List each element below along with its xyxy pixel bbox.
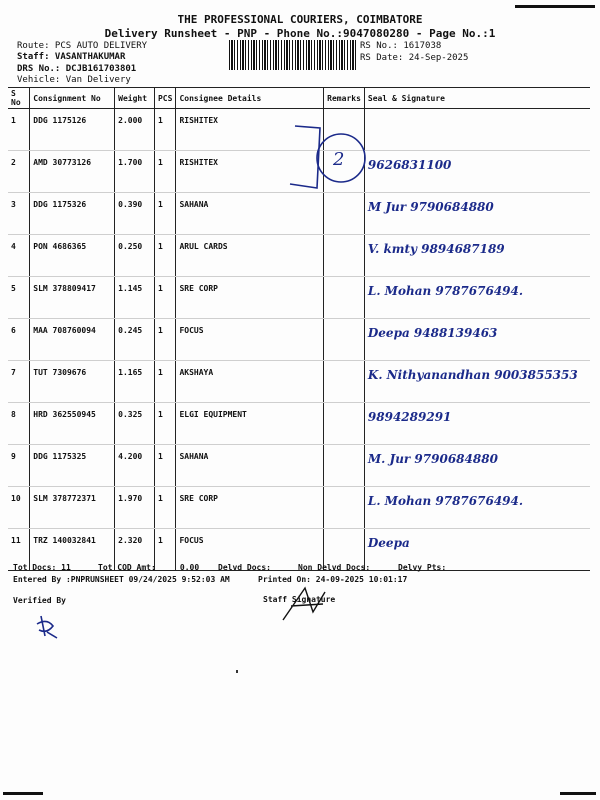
cell-pcs: 1 (154, 403, 175, 445)
cell-sno: 6 (8, 319, 30, 361)
document-title: THE PROFESSIONAL COURIERS, COIMBATORE (177, 13, 423, 26)
cell-sno: 3 (8, 193, 30, 235)
table-row (8, 487, 590, 529)
document-subtitle: Delivery Runsheet - PNP - Phone No.:9047080280 - Page No.:1 (104, 27, 496, 40)
table-row (8, 277, 590, 319)
cell-pcs: 1 (154, 529, 175, 571)
staff-text: Staff: VASANTHAKUMAR (17, 52, 126, 62)
drs-number: DRS No.: DCJB161703801 (17, 64, 137, 74)
cell-weight: 0.250 (115, 235, 155, 277)
cell-remarks (324, 193, 365, 235)
table-row (8, 193, 590, 235)
delivery-points: Delvy Pts: (398, 563, 447, 572)
cell-remarks (324, 277, 365, 319)
cell-sno: 11 (8, 529, 30, 571)
cell-remarks (324, 319, 365, 361)
scan-mark (560, 792, 596, 795)
cell-signature: V. kmty 9894687189 (364, 235, 590, 277)
cell-weight: 1.970 (115, 487, 155, 529)
cell-weight: 2.320 (115, 529, 155, 571)
cell-weight: 2.000 (115, 109, 155, 151)
cell-signature (364, 109, 590, 151)
cell-sno: 8 (8, 403, 30, 445)
cell-sno: 4 (8, 235, 30, 277)
delivered-docs: Delvd Docs: (218, 563, 271, 572)
cell-weight: 4.200 (115, 445, 155, 487)
cell-remarks (324, 361, 365, 403)
rs-number: RS No.: 1617038 (360, 41, 442, 51)
scan-dot (236, 670, 238, 673)
col-header-weight: Weight (115, 88, 155, 109)
scan-mark (515, 5, 595, 8)
cell-consignment: SLM 378809417 (30, 277, 115, 319)
cell-consignee: SAHANA (176, 445, 324, 487)
staff-signature-label: Staff Signature (263, 595, 336, 604)
cell-consignment: TRZ 140032841 (30, 529, 115, 571)
cell-pcs: 1 (154, 151, 175, 193)
col-header-pcs: PCS (154, 88, 175, 109)
cell-signature: 9626831100 (364, 151, 590, 193)
annotation-number: 2 (333, 149, 345, 170)
cell-pcs: 1 (154, 319, 175, 361)
cell-weight: 0.245 (115, 319, 155, 361)
table-row (8, 361, 590, 403)
cell-consignee: RISHITEX (176, 151, 324, 193)
table-row (8, 235, 590, 277)
verified-by-label: Verified By (13, 596, 66, 605)
cell-signature: M Jur 9790684880 (364, 193, 590, 235)
cell-sno: 7 (8, 361, 30, 403)
cell-consignee: SRE CORP (176, 487, 324, 529)
cell-consignee: FOCUS (176, 529, 324, 571)
cell-weight: 0.390 (115, 193, 155, 235)
cell-consignment: PON 4686365 (30, 235, 115, 277)
verifier-signature (33, 612, 63, 642)
cell-pcs: 1 (154, 109, 175, 151)
cell-sno: 2 (8, 151, 30, 193)
barcode (229, 40, 356, 70)
rs-date: RS Date: 24-Sep-2025 (360, 53, 469, 63)
cell-consignment: HRD 362550945 (30, 403, 115, 445)
scan-mark (3, 792, 43, 795)
cell-signature: 9894289291 (364, 403, 590, 445)
col-header-consignment: Consignment No (30, 88, 115, 109)
table-header-row (8, 88, 590, 109)
cell-sno: 5 (8, 277, 30, 319)
cell-signature: K. Nithyanandhan 9003855353 (364, 361, 590, 403)
cell-sno: 1 (8, 109, 30, 151)
col-header-consignee: Consignee Details (176, 88, 324, 109)
cell-signature: L. Mohan 9787676494. (364, 487, 590, 529)
cell-remarks (324, 235, 365, 277)
cell-consignment: TUT 7309676 (30, 361, 115, 403)
cell-remarks (324, 487, 365, 529)
route-text: Route: PCS AUTO DELIVERY (17, 41, 148, 51)
cell-consignment: DDG 1175325 (30, 445, 115, 487)
cell-weight: 1.700 (115, 151, 155, 193)
table-row (8, 445, 590, 487)
cell-weight: 1.165 (115, 361, 155, 403)
cell-sno: 10 (8, 487, 30, 529)
cell-signature: Deepa (364, 529, 590, 571)
vehicle-text: Vehicle: Van Delivery (17, 75, 131, 85)
non-delivered-docs: Non Delvd Docs: (298, 563, 371, 572)
printed-on: Printed On: 24-09-2025 10:01:17 (258, 575, 408, 584)
cell-consignment: DDG 1175326 (30, 193, 115, 235)
cell-pcs: 1 (154, 445, 175, 487)
col-header-signature: Seal & Signature (364, 88, 590, 109)
cell-consignee: AKSHAYA (176, 361, 324, 403)
cell-consignee: SAHANA (176, 193, 324, 235)
entered-by: Entered By :PNPRUNSHEET 09/24/2025 9:52:03 AM (13, 575, 230, 584)
cell-weight: 1.145 (115, 277, 155, 319)
cell-consignment: DDG 1175126 (30, 109, 115, 151)
cell-signature: L. Mohan 9787676494. (364, 277, 590, 319)
cell-consignee: ELGI EQUIPMENT (176, 403, 324, 445)
cell-weight: 0.325 (115, 403, 155, 445)
cell-remarks (324, 403, 365, 445)
total-docs: Tot Docs: 11 (13, 563, 71, 572)
cell-sno: 9 (8, 445, 30, 487)
table-row (8, 403, 590, 445)
staff-signature (275, 582, 335, 627)
cell-consignment: AMD 30773126 (30, 151, 115, 193)
cell-consignee: SRE CORP (176, 277, 324, 319)
cell-pcs: 1 (154, 235, 175, 277)
cell-consignee: RISHITEX (176, 109, 324, 151)
cell-pcs: 1 (154, 361, 175, 403)
cell-consignment: SLM 378772371 (30, 487, 115, 529)
cell-consignee: ARUL CARDS (176, 235, 324, 277)
total-cod-amount: Tot COD Amt: 0.00 (98, 563, 200, 572)
cell-pcs: 1 (154, 193, 175, 235)
table-row (8, 319, 590, 361)
handwritten-annotation (275, 118, 370, 198)
cell-pcs: 1 (154, 487, 175, 529)
cell-consignment: MAA 708760094 (30, 319, 115, 361)
col-header-sno: S No (8, 88, 30, 109)
col-header-remarks: Remarks (324, 88, 365, 109)
cell-signature: M. Jur 9790684880 (364, 445, 590, 487)
cell-remarks (324, 445, 365, 487)
cell-pcs: 1 (154, 277, 175, 319)
cell-consignee: FOCUS (176, 319, 324, 361)
cell-signature: Deepa 9488139463 (364, 319, 590, 361)
